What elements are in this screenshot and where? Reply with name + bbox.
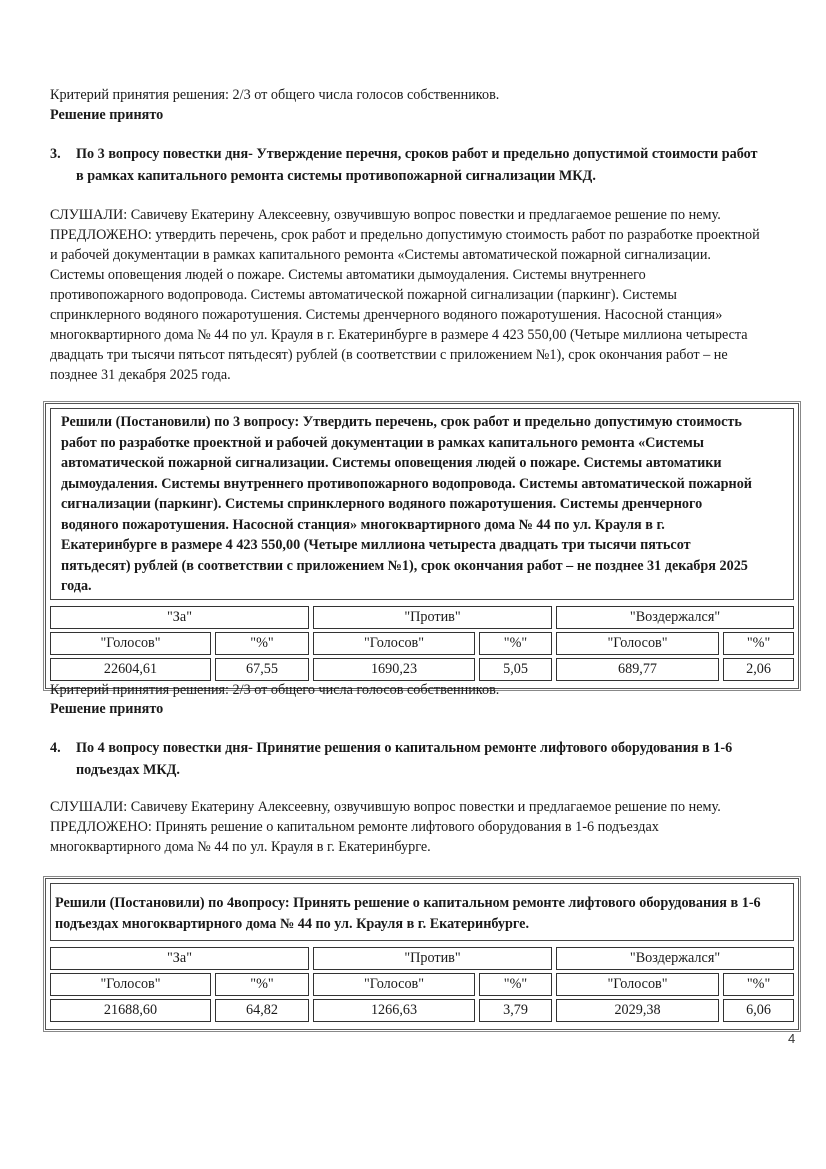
question-3-decision-box — [45, 403, 799, 689]
value-against-percent: 5,05 — [479, 658, 552, 681]
votes-subheader-row — [50, 632, 794, 655]
votes-table — [50, 944, 794, 1025]
votes-header-row — [50, 606, 794, 629]
subheader-percent: "%" — [723, 973, 794, 996]
body-line: спринклерного водяного пожаротушения. Системы дренчерного водяного пожаротушения. Насосной станция» — [50, 307, 723, 323]
decision-line: сигнализации (паркинг). Системы спринклерного водяного пожаротушения. Системы дренчерного — [61, 496, 703, 512]
body-line: СЛУШАЛИ: Савичеву Екатерину Алексеевну, озвучившую вопрос повестки и предлагаемое решение по нему. — [50, 799, 721, 815]
body-line: ПРЕДЛОЖЕНО: утвердить перечень, срок работ и предельно допустимую стоимость работ по разработке проектной — [50, 227, 760, 243]
header-against: "Против" — [313, 947, 552, 970]
header-abstained: "Воздержался" — [556, 606, 794, 629]
value-against-votes: 1266,63 — [313, 999, 475, 1022]
decision-line: Решили (Постановили) по 4вопросу: Принять решение о капитальном ремонте лифтового оборудования в 1-6 — [55, 895, 761, 911]
heading-line: По 4 вопросу повестки дня- Принятие решения о капитальном ремонте лифтового оборудования в 1-6 — [76, 740, 733, 756]
value-for-percent: 64,82 — [215, 999, 309, 1022]
decision-line: дымоудаления. Системы внутреннего противопожарного водопровода. Системы автоматической пожарной — [61, 475, 752, 492]
decision-line: пятьдесят) рублей (в соответствии с приложением №1), срок окончания работ – не позднее 31 декабря 2025 — [61, 557, 748, 574]
body-line: Системы оповещения людей о пожаре. Системы автоматики дымоудаления. Системы внутреннего — [50, 267, 646, 283]
value-abstained-percent: 6,06 — [723, 999, 794, 1022]
body-line: многоквартирного дома № 44 по ул. Крауля в г. Екатеринбурге в размере 4 423 550,00 (Четыре миллиона четыреста — [50, 327, 748, 343]
heading-line: в рамках капитального ремонта системы противопожарной сигнализации МКД. — [76, 168, 596, 184]
subheader-percent: "%" — [723, 632, 794, 655]
decision-line: работ по разработке проектной и рабочей документации в рамках капитального ремонта «Системы — [61, 434, 704, 451]
decision-line: подъездах многоквартирного дома № 44 по ул. Крауля в г. Екатеринбурге. — [55, 915, 530, 932]
body-line: двадцать три тысячи пятьсот пятьдесят) рублей (в соответствии с приложением №1), срок окончания работ – не — [50, 347, 728, 363]
value-for-votes: 21688,60 — [50, 999, 211, 1022]
body-line: СЛУШАЛИ: Савичеву Екатерину Алексеевну, озвучившую вопрос повестки и предлагаемое решение по нему. — [50, 207, 721, 223]
votes-values-row — [50, 999, 794, 1022]
question-number: 3. — [50, 146, 61, 162]
question-3-body — [50, 205, 810, 385]
page-number: 4 — [788, 1031, 796, 1046]
decision-line: года. — [61, 578, 92, 594]
decision-result: Решение принято — [50, 701, 164, 717]
decision-line: автоматической пожарной сигнализации. Системы оповещения людей о пожаре. Системы автоматики — [61, 455, 722, 471]
subheader-votes: "Голосов" — [313, 632, 475, 655]
subheader-votes: "Голосов" — [556, 632, 719, 655]
body-line: и рабочей документации в рамках капитального ремонта «Системы автоматической пожарной сигнализации. — [50, 247, 711, 263]
body-line: многоквартирного дома № 44 по ул. Крауля в г. Екатеринбурге. — [50, 839, 431, 855]
value-for-votes: 22604,61 — [50, 658, 211, 681]
decision-line: Екатеринбурге в размере 4 423 550,00 (Четыре миллиона четыреста двадцать три тысячи пятьсот — [61, 537, 691, 553]
subheader-votes: "Голосов" — [50, 973, 211, 996]
decision-line: Решили (Постановили) по 3 вопросу: Утвердить перечень, срок работ и предельно допустимую стоимость — [61, 414, 742, 430]
subheader-percent: "%" — [215, 973, 309, 996]
subheader-percent: "%" — [215, 632, 309, 655]
subheader-votes: "Голосов" — [313, 973, 475, 996]
value-abstained-votes: 2029,38 — [556, 999, 719, 1022]
decision-text — [50, 408, 794, 600]
question-4-heading — [50, 737, 810, 781]
question-number: 4. — [50, 740, 61, 756]
criterion-text: Критерий принятия решения: 2/3 от общего числа голосов собственников. — [50, 87, 500, 103]
header-against: "Против" — [313, 606, 552, 629]
subheader-percent: "%" — [479, 632, 552, 655]
votes-table — [50, 603, 794, 684]
header-for: "За" — [50, 606, 309, 629]
body-line: позднее 31 декабря 2025 года. — [50, 367, 231, 383]
votes-subheader-row — [50, 973, 794, 996]
heading-line: По 3 вопросу повестки дня- Утверждение перечня, сроков работ и предельно допустимой стоимости работ — [76, 146, 758, 162]
header-for: "За" — [50, 947, 309, 970]
value-abstained-percent: 2,06 — [723, 658, 794, 681]
value-against-votes: 1690,23 — [313, 658, 475, 681]
value-abstained-votes: 689,77 — [556, 658, 719, 681]
votes-header-row — [50, 947, 794, 970]
votes-values-row — [50, 658, 794, 681]
decision-result: Решение принято — [50, 107, 164, 123]
body-line: противопожарного водопровода. Системы автоматической пожарной сигнализации (паркинг). Системы — [50, 287, 677, 303]
question-4-decision-box — [45, 878, 799, 1030]
question-4-body — [50, 797, 810, 857]
decision-line: водяного пожаротушения. Насосной станция» многоквартирного дома № 44 по ул. Крауля в г. — [61, 516, 665, 533]
header-abstained: "Воздержался" — [556, 947, 794, 970]
criterion-text: Критерий принятия решения: 2/3 от общего числа голосов собственников. — [50, 682, 500, 698]
subheader-votes: "Голосов" — [50, 632, 211, 655]
question-3-heading — [50, 143, 810, 187]
subheader-votes: "Голосов" — [556, 973, 719, 996]
value-for-percent: 67,55 — [215, 658, 309, 681]
subheader-percent: "%" — [479, 973, 552, 996]
heading-line: подъездах МКД. — [76, 762, 180, 778]
decision-text — [50, 883, 794, 941]
value-against-percent: 3,79 — [479, 999, 552, 1022]
body-line: ПРЕДЛОЖЕНО: Принять решение о капитальном ремонте лифтового оборудования в 1-6 подъездах — [50, 819, 659, 835]
